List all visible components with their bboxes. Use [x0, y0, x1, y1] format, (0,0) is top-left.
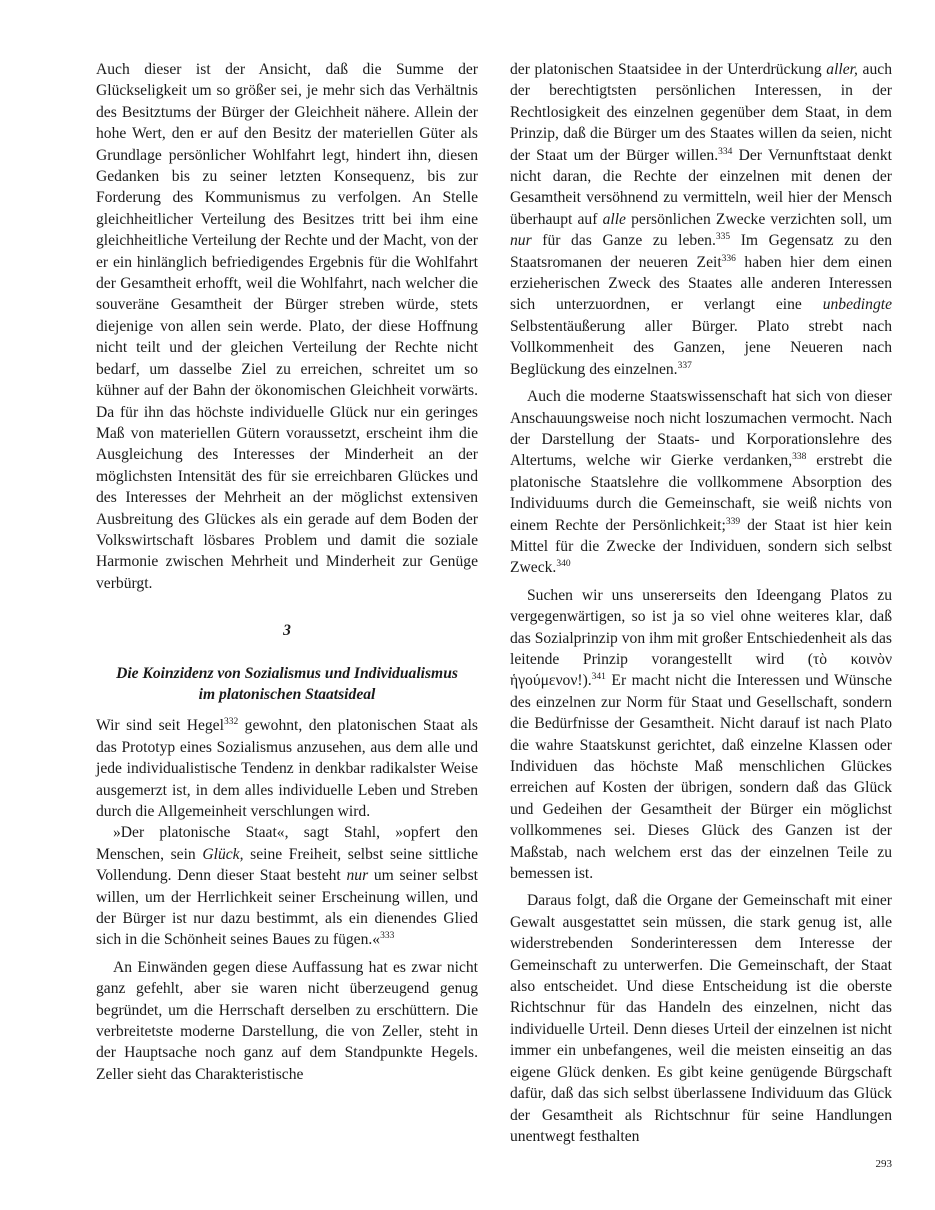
- paragraph: Daraus folgt, daß die Organe der Gemeinschaft mit einer Gewalt ausgestattet sein müssen, die stark genug ist, alle widerstrebenden Sonderinteressen dem Interesse der Gemeinschaft zu unterwerfen. Die Gemeinschaft, der Staat also entscheidet. Und diese Entscheidung ist die oberste Richtschnur für das Handeln des einzelnen, nicht das individuelle Urteil. Denn dieses Urteil der einzelnen ist nicht immer ein unbefangenes, weil die meisten einseitig an das eigene Glück denken. Es gibt keine genügende Bürgschaft dafür, daß das sich selbst überlassene Individuum das Glück der Gesamtheit als Richtschnur für seine Handlungen unentwegt festhalten: [510, 892, 892, 1145]
- footnote-ref: 338: [792, 452, 807, 463]
- section-title: [96, 663, 478, 706]
- footnote-ref: 332: [223, 717, 239, 728]
- footnote-ref: 334: [718, 146, 733, 157]
- footnote-ref: 340: [556, 559, 571, 570]
- footnote-ref: 333: [380, 931, 395, 942]
- paragraph: Auch die moderne Staatswissenschaft hat sich von dieser Anschauungsweise noch nicht loszumachen vermocht. Nach der Darstellung der Staats- und Korporationslehre des Altertums, welche wir Gierke verdanken,$^{338}$ erstrebt die platonische Staatslehre die vollkommene Absorption des Individuums durch die Gemeinschaft, sie weiß nichts von einem Rechte der Persönlichkeit;$^{339}$ der Staat ist hier kein Mittel für die Zwecke der Individuen, sondern sich selbst Zweck.$^{340}$: [510, 388, 892, 577]
- paragraph: Auch dieser ist der Ansicht, daß die Summe der Glückseligkeit um so größer sei, je mehr sich das Verhältnis des Besitztums der Bürger der Gleichheit nähere. Allein der hohe Wert, den er auf den Besitz der materiellen Güter als Grundlage persönlicher Wohlfahrt legt, hindert ihn, diesen Gedanken bis zu seiner letzten Konsequenz, bis zur Forderung des Kommunismus zu verfolgen. An Stelle gleichheitlicher Verteilung des Besitzes tritt bei ihm eine gleichheitliche Verteilung der Rechte und der Macht, von der er ein hinlänglich befriedigendes Ergebnis für die Wohlfahrt der Gesamtheit erhofft, weil die Wohlfahrt, nach welcher die souveräne Gesamtheit der Bürger streben würde, stets diejenige von allen sein werde. Plato, der diese Hoffnung nicht teilt und der gleichen Verteilung der Rechte nicht bedarf, um dasselbe Ziel zu erreichen, schreitet um so kühner auf der Bahn der ökonomischen Gleichheit vorwärts. Da für ihn das höchste individuelle Glück nur ein geringes Maß von materiellen Gütern voraussetzt, erscheint ihm die Ausgleichung des Interesses der Minderheit an der möglichsten Intensität des für sie erreichbaren Glückes und des Interesses der Mehrheit an der möglichst extensiven Ausbreitung des Glückes als ein gerade auf dem Boden der Volkswirtschaft lösbares Problem und damit die soziale Harmonie zwischen Mehrheit und Minderheit zur Genüge verbürgt.: [96, 61, 478, 592]
- right-column: [510, 59, 892, 1147]
- page-number: 293: [875, 1158, 892, 1170]
- paragraph: der platonischen Staatsidee in der Unterdrückung aller, auch der berechtigtsten persönlichen Interessen, in der Rechtlosigkeit des einzelnen gegenüber dem Staat, in dem Prinzip, daß die Bürger um des Staates willen da seien, nicht der Staat um der Bürger willen.$^{334}$ Der Vernunftstaat denkt nicht daran, die Rechte der einzelnen mit denen der Gesamtheit versöhnend zu vermitteln, weil hier der Mensch überhaupt auf alle persönlichen Zwecke verzichten soll, um nur für das Ganze zu leben.$^{335}$ Im Gegensatz zu den Staatsromanen der neueren Zeit$^{336}$ haben hier dem einen erzieherischen Zweck des Staates alle anderen Interessen sich unterzuordnen, er verlangt eine unbedingte Selbstentäußerung aller Bürger. Plato strebt nach Vollkommenheit des Ganzen, jene Neueren nach Beglückung des einzelnen.$^{337}$: [510, 61, 893, 378]
- paragraph: »Der platonische Staat«, sagt Stahl, »opfert den Menschen, sein Glück, seine Freiheit, selbst seine sittliche Vollendung. Denn dieser Staat besteht nur um seiner selbst willen, um der Herrlichkeit seiner Erscheinung willen, und der Bürger ist nur dazu bestimmt, als ein dienendes Glied sich in die Schönheit seines Baues zu fügen.«$^{333}$: [96, 824, 478, 949]
- section-title-line: Die Koinzidenz von Sozialismus und Individualismus: [116, 664, 458, 682]
- footnote-ref: 341: [591, 672, 606, 683]
- section-title-line: im platonischen Staatsideal: [198, 685, 376, 703]
- left-column: [96, 59, 478, 1085]
- paragraph: Suchen wir uns unsererseits den Ideengang Platos zu vergegenwärtigen, so ist ja so viel ohne weiteres klar, daß das Sozialprinzip von ihm mit großer Entschiedenheit als das leitende Prinzip vorangestellt wird (τὸ κοινὸν ἡγούμενον!).$^{341}$ Er macht nicht die Interessen und Wünsche des einzelnen zur Norm für Staat und Gesellschaft, sondern die Bedürfnisse der Gesamtheit. Nicht darauf ist nach Plato die wahre Staatskunst gerichtet, daß einzelne Klassen oder Individuen das höchste Maß menschlichen Glückes erreichen auf Kosten der übrigen, sondern daß das Glück und Gedeihen der Gesamtheit der Bürger ein möglichst vollkommenes sei. Dieses Glück des Ganzen ist der Maßstab, nach welchem erst das der einzelnen Teile zu bemessen ist.: [510, 586, 892, 883]
- footnote-ref: 339: [725, 516, 741, 527]
- paragraph: An Einwänden gegen diese Auffassung hat es zwar nicht ganz gefehlt, aber sie waren nicht überzeugend genug begründet, um die Herrschaft derselben zu erschüttern. Die verbreitetste moderne Darstellung, die von Zeller, steht in der Hauptsache noch ganz auf dem Standpunkte Hegels. Zeller sieht das Charakteristische: [96, 958, 478, 1083]
- footnote-ref: 335: [715, 232, 731, 243]
- paragraph: Wir sind seit Hegel$^{332}$ gewohnt, den platonischen Staat als das Prototyp eines Sozialismus anzusehen, aus dem alle und jede individualistische Tendenz in denkbar radikalster Weise ausgemerzt ist, in dem alles individuelle Leben und Streben durch die Allgemeinheit verschlungen wird.: [96, 717, 478, 820]
- footnote-ref: 337: [677, 360, 692, 371]
- section-number: 3: [283, 622, 291, 640]
- footnote-ref: 336: [721, 253, 736, 264]
